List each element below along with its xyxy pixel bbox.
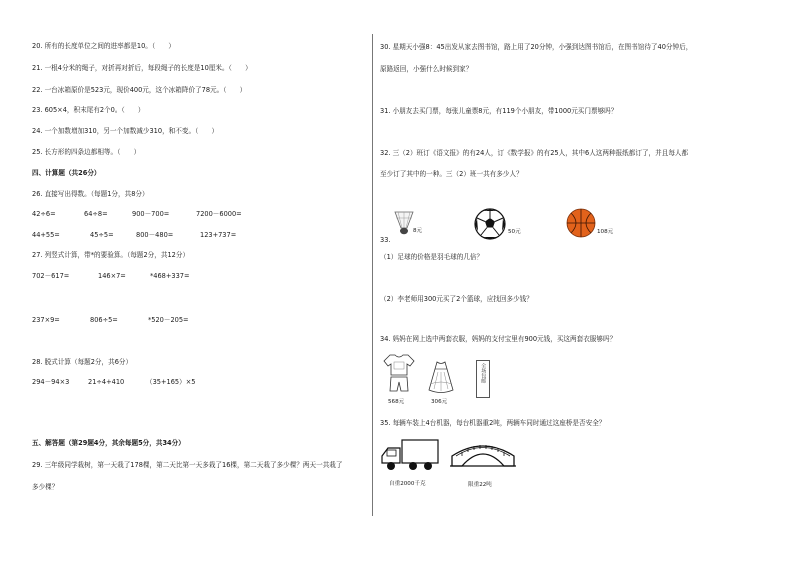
question-30-line-1: 30. 星期天小强8：45出发从家去图书馆，路上用了20分钟，小强到达图书馆后，在图书馆待了40分钟后， [380, 43, 693, 51]
shuttlecock-price: 8元 [413, 228, 423, 234]
truck-label: 自重2000千克 [389, 481, 426, 487]
vertical-calc-item: *520－205= [148, 316, 189, 324]
question-21: 21. 一根4分米的绳子，对折再对折后，每段绳子的长度是10厘米。（ ） [32, 64, 252, 72]
basketball-price: 108元 [597, 229, 614, 235]
question-28: 28. 脱式计算（每题2分，共6分） [32, 358, 133, 366]
calc-item: 123+737= [200, 231, 237, 239]
truck-icon [380, 438, 440, 472]
stepwise-calc-item: 294－94×3 [32, 378, 70, 386]
calc-item: 7200－6000= [196, 210, 242, 218]
free-shipping-tag-text: 全场包邮 [480, 363, 487, 383]
soccer-ball-icon [474, 208, 506, 240]
calc-item: 45÷5= [90, 231, 114, 239]
question-35: 35. 每辆车装上4台机器，每台机器重2吨，两辆车同时通过这座桥是否安全？ [380, 419, 606, 427]
bridge-icon [450, 438, 516, 470]
question-20: 20. 所有的长度单位之间的进率都是10。（ ） [32, 42, 175, 50]
question-31: 31. 小朋友去买门票，每张儿童票8元，有119个小朋友，带1000元买门票够吗？ [380, 107, 618, 115]
calc-item: 800－480= [136, 231, 174, 239]
question-29-line-1: 29. 三年级同学栽树，第一天栽了178棵，第二天比第一天多栽了16棵，第二天栽了多少棵？两天一共栽了 [32, 461, 343, 469]
clothes-2-price: 306元 [431, 399, 448, 405]
question-22: 22. 一台冰箱原价是523元，现价400元，这个冰箱降价了78元。（ ） [32, 86, 247, 94]
stepwise-calc-item: 21÷4+410 [88, 378, 125, 386]
bridge-label: 限重22吨 [468, 482, 492, 488]
stepwise-calc-item: （35+165）×5 [146, 378, 196, 386]
question-32-line-1: 32. 三（2）班订《语文报》的有24人，订《数学报》的有25人，其中6人这两种报纸都订了，并且每人都 [380, 149, 689, 157]
calc-item: 900－700= [132, 210, 170, 218]
dress-icon [424, 360, 458, 396]
question-24: 24. 一个加数增加310，另一个加数减少310，和不变。（ ） [32, 127, 219, 135]
shuttlecock-icon [393, 210, 415, 236]
question-33-part-2: （2）李老师用300元买了2个篮球，应找回多少钱？ [380, 295, 533, 303]
vertical-calc-item: 237×9= [32, 316, 60, 324]
question-34: 34. 妈妈在网上选中两套衣服，妈妈的支付宝里有900元钱，买这两套衣服够吗？ [380, 335, 617, 343]
question-23: 23. 605×4，积末尾有2个0。（ ） [32, 106, 145, 114]
clothes-1-price: 568元 [388, 399, 405, 405]
question-25: 25. 长方形的四条边都相等。（ ） [32, 148, 141, 156]
section-5-heading: 五、解答题（第29题4分，其余每题5分，共34分） [32, 439, 185, 447]
question-32-line-2: 至少订了其中的一种。三（2）班一共有多少人？ [380, 170, 523, 178]
question-26: 26. 直接写出得数。（每题1分，共8分） [32, 190, 149, 198]
calc-item: 44+55= [32, 231, 60, 239]
free-shipping-tag [476, 360, 490, 398]
vertical-calc-item: 146×7= [98, 272, 126, 280]
question-33-part-1: （1）足球的价格是羽毛球的几倍？ [380, 253, 484, 261]
vertical-calc-item: 806÷5= [90, 316, 118, 324]
question-29-line-2: 多少棵？ [32, 483, 59, 491]
soccer-ball-price: 50元 [508, 229, 521, 235]
section-4-heading: 四、计算题（共26分） [32, 169, 101, 177]
question-30-line-2: 原路返回，小强什么时候到家？ [380, 65, 473, 73]
tshirt-shorts-icon [382, 353, 416, 395]
basketball-icon [566, 208, 596, 238]
calc-item: 64÷8= [84, 210, 108, 218]
column-divider [372, 34, 373, 516]
question-27: 27. 列竖式计算，带*的要验算。（每题2分，共12分） [32, 251, 190, 259]
vertical-calc-item: 702－617= [32, 272, 70, 280]
vertical-calc-item: *468+337= [150, 272, 190, 280]
calc-item: 42÷6= [32, 210, 56, 218]
question-33-number: 33. [380, 236, 391, 244]
